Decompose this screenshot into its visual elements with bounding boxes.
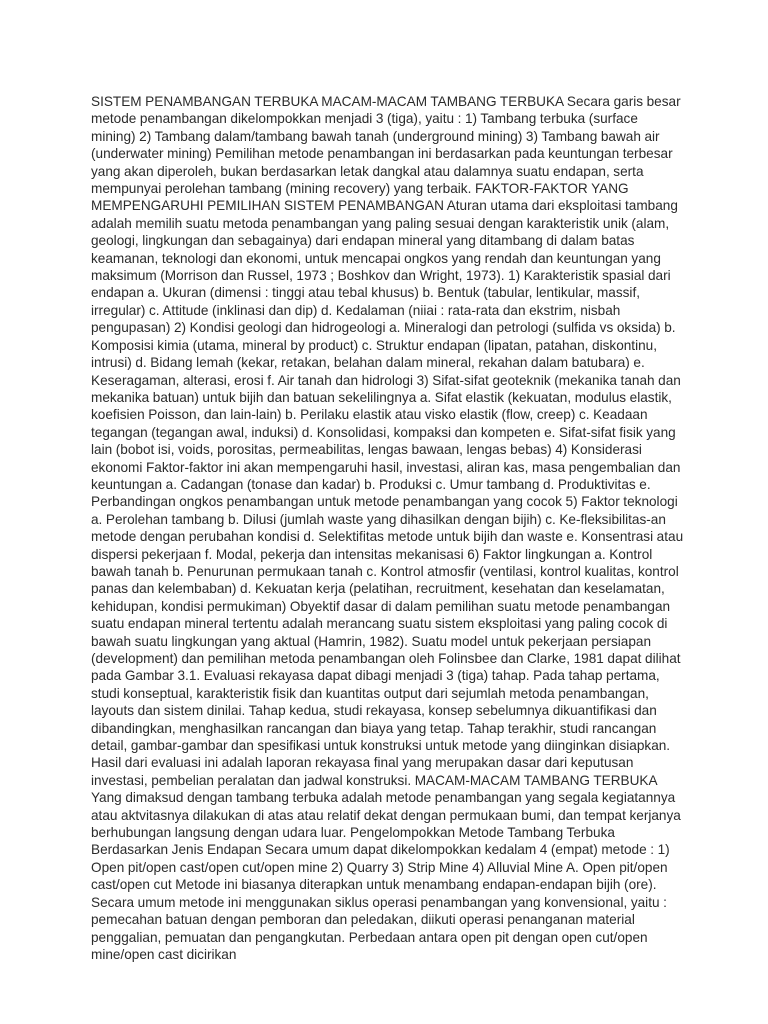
document-body-text: SISTEM PENAMBANGAN TERBUKA MACAM-MACAM TAMBANG TERBUKA Secara garis besar metode penambangan dikelompokkan menjadi 3 (tiga), yaitu : 1) Tambang terbuka (surface mining) 2) Tambang dalam/tambang bawah tanah (underground mining) 3) Tambang bawah air (underwater mining) Pemilihan metode penambangan ini berdasarkan pada keuntungan terbesar yang akan diperoleh, bukan berdasarkan letak dangkal atau dalamnya suatu endapan, serta mempunyai perolehan tambang (mining recovery) yang terbaik. FAKTOR-FAKTOR YANG MEMPENGARUHI PEMILIHAN SISTEM PENAMBANGAN Aturan utama dari eksploitasi tambang adalah memilih suatu metoda penambangan yang paling sesuai dengan karakteristik unik (alam, geologi, lingkungan dan sebagainya) dari endapan mineral yang ditambang di dalam batas keamanan, teknologi dan ekonomi, untuk mencapai ongkos yang rendah dan keuntungan yang maksimum (Morrison dan Russel, 1973 ; Boshkov dan Wright, 1973). 1) Karakteristik spasial dari endapan a. Ukuran (dimensi : tinggi atau tebal khusus) b. Bentuk (tabular, lentikular, massif, irregular) c. Attitude (inklinasi dan dip) d. Kedalaman (niiai : rata-rata dan ekstrim, nisbah pengupasan) 2) Kondisi geologi dan hidrogeologi a. Mineralogi dan petrologi (sulfida vs oksida) b. Komposisi kimia (utama, mineral by product) c. Struktur endapan (lipatan, patahan, diskontinu, intrusi) d. Bidang lemah (kekar, retakan, belahan dalam mineral, rekahan dalam batubara) e. Keseragaman, alterasi, erosi f. Air tanah dan hidrologi 3) Sifat-sifat geoteknik (mekanika tanah dan mekanika batuan) untuk bijih dan batuan sekelilingnya a. Sifat elastik (kekuatan, modulus elastik, koefisien Poisson, dan lain-lain) b. Perilaku elastik atau visko elastik (flow, creep) c. Keadaan tegangan (tegangan awal, induksi) d. Konsolidasi, kompaksi dan kompeten e. Sifat-sifat fisik yang lain (bobot isi, voids, porositas, permeabilitas, lengas bawaan, lengas bebas) 4) Konsiderasi ekonomi Faktor-faktor ini akan mempengaruhi hasil, investasi, aliran kas, masa pengembalian dan keuntungan a. Cadangan (tonase dan kadar) b. Produksi c. Umur tambang d. Produktivitas e. Perbandingan ongkos penambangan untuk metode penambangan yang cocok 5) Faktor teknologi a. Perolehan tambang b. Dilusi (jumlah waste yang dihasilkan dengan bijih) c. Ke-fleksibilitas-an metode dengan perubahan kondisi d. Selektifitas metode untuk bijih dan waste e. Konsentrasi atau dispersi pekerjaan f. Modal, pekerja dan intensitas mekanisasi 6) Faktor lingkungan a. Kontrol bawah tanah b. Penurunan permukaan tanah c. Kontrol atmosfir (ventilasi, kontrol kualitas, kontrol panas dan kelembaban) d. Kekuatan kerja (pelatihan, recruitment, kesehatan dan keselamatan, kehidupan, kondisi permukiman) Obyektif dasar di dalam pemilihan suatu metode penambangan suatu endapan mineral tertentu adalah merancang suatu sistem eksploitasi yang paling cocok di bawah suatu lingkungan yang aktual (Hamrin, 1982). Suatu model untuk pekerjaan persiapan (development) dan pemilihan metoda penambangan oleh Folinsbee dan Clarke, 1981 dapat dilihat pada Gambar 3.1. Evaluasi rekayasa dapat dibagi menjadi 3 (tiga) tahap. Pada tahap pertama, studi konseptual, karakteristik fisik dan kuantitas output dari sejumlah metoda penambangan, layouts dan sistem dinilai. Tahap kedua, studi rekayasa, konsep sebelumnya dikuantifikasi dan dibandingkan, menghasilkan rancangan dan biaya yang tetap. Tahap terakhir, studi rancangan detail, gambar-gambar dan spesifikasi untuk konstruksi untuk metode yang diinginkan disiapkan. Hasil dari evaluasi ini adalah laporan rekayasa final yang merupakan dasar dari keputusan investasi, pembelian peralatan dan jadwal konstruksi. MACAM-MACAM TAMBANG TERBUKA Yang dimaksud dengan tambang terbuka adalah metode penambangan yang segala kegiatannya atau aktvitasnya dilakukan di atas atau relatif dekat dengan permukaan bumi, dan tempat kerjanya berhubungan langsung dengan udara luar. Pengelompokkan Metode Tambang Terbuka Berdasarkan Jenis Endapan Secara umum dapat dikelompokkan kedalam 4 (empat) metode : 1) Open pit/open cast/open cut/open mine 2) Quarry 3) Strip Mine 4) Alluvial Mine A. Open pit/open cast/open cut Metode ini biasanya diterapkan untuk menambang endapan-endapan bijih (ore). Secara umum metode ini menggunakan siklus operasi penambangan yang konvensional, yaitu : pemecahan batuan dengan pemboran dan peledakan, diikuti operasi penanganan material penggalian, pemuatan dan pengangkutan. Perbedaan antara open pit dengan open cut/open mine/open cast dicirikan bbox=[91, 94, 684, 962]
